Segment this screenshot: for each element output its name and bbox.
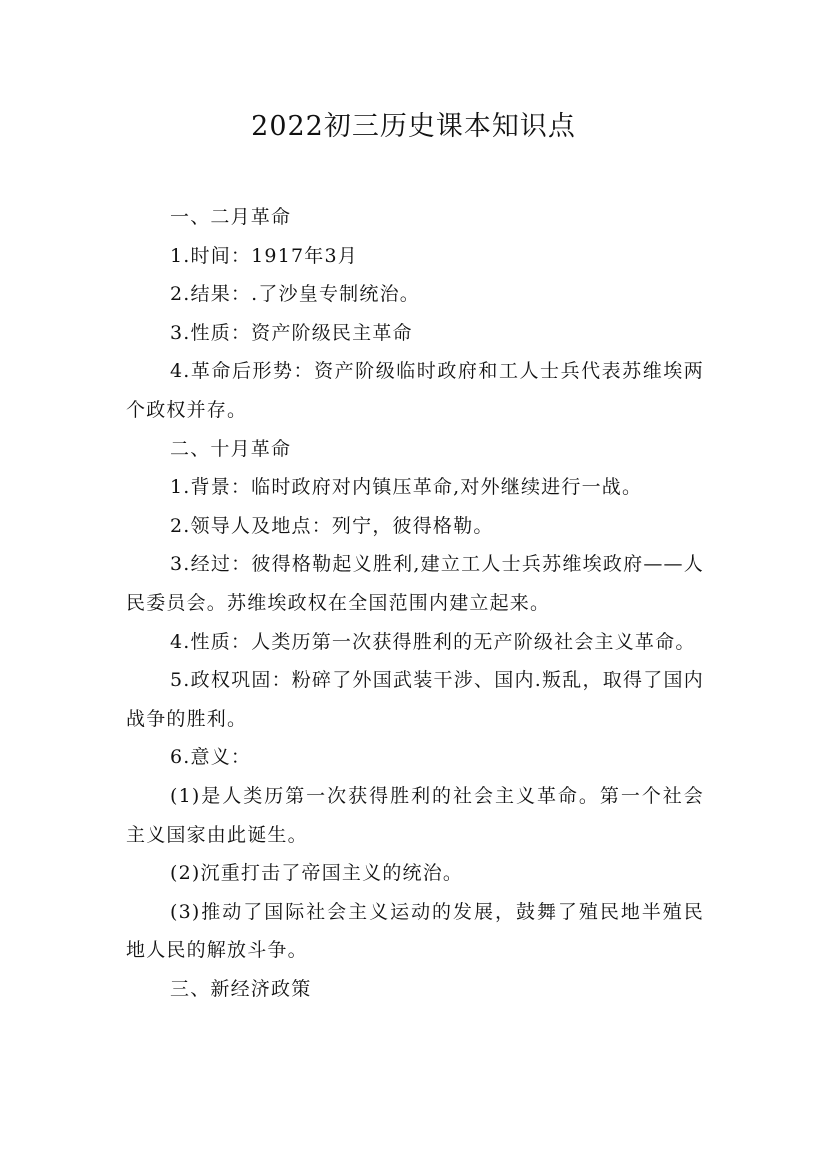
paragraph-significance-1: (1)是人类历第一次获得胜利的社会主义革命。第一个社会主义国家由此诞生。 — [126, 784, 704, 846]
paragraph-nature: 3.性质：资产阶级民主革命 — [170, 321, 413, 344]
paragraph-significance-3: (3)推动了国际社会主义运动的发展，鼓舞了殖民地半殖民地人民的解放斗争。 — [126, 900, 704, 962]
paragraph-result: 2.结果：.了沙皇专制统治。 — [170, 283, 420, 306]
paragraph-process: 3.经过：彼得格勒起义胜利,建立工人士兵苏维埃政府——人民委员会。苏维埃政权在全国范围内建立起来。 — [126, 553, 704, 614]
document-title: 2022初三历史课本知识点 — [251, 111, 576, 142]
section-heading-february-revolution: 一、二月革命 — [170, 206, 292, 228]
paragraph-leader-location: 2.领导人及地点：列宁，彼得格勒。 — [170, 514, 494, 537]
paragraph-situation: 4.革命后形势：资产阶级临时政府和工人士兵代表苏维埃两个政权并存。 — [126, 360, 704, 421]
section-heading-new-economic-policy: 三、新经济政策 — [170, 977, 312, 1000]
paragraph-significance-2: (2)沉重打击了帝国主义的统治。 — [170, 862, 464, 885]
paragraph-significance: 6.意义： — [170, 746, 252, 769]
paragraph-time: 1.时间：1917年3月 — [170, 244, 358, 267]
paragraph-background: 1.背景：临时政府对内镇压革命,对外继续进行一战。 — [170, 476, 643, 499]
paragraph-october-nature: 4.性质：人类历第一次获得胜利的无产阶级社会主义革命。 — [170, 630, 696, 653]
paragraph-consolidation: 5.政权巩固：粉碎了外国武装干涉、国内.叛乱，取得了国内战争的胜利。 — [126, 669, 704, 730]
section-heading-october-revolution: 二、十月革命 — [170, 437, 292, 460]
document-body — [126, 198, 704, 1008]
